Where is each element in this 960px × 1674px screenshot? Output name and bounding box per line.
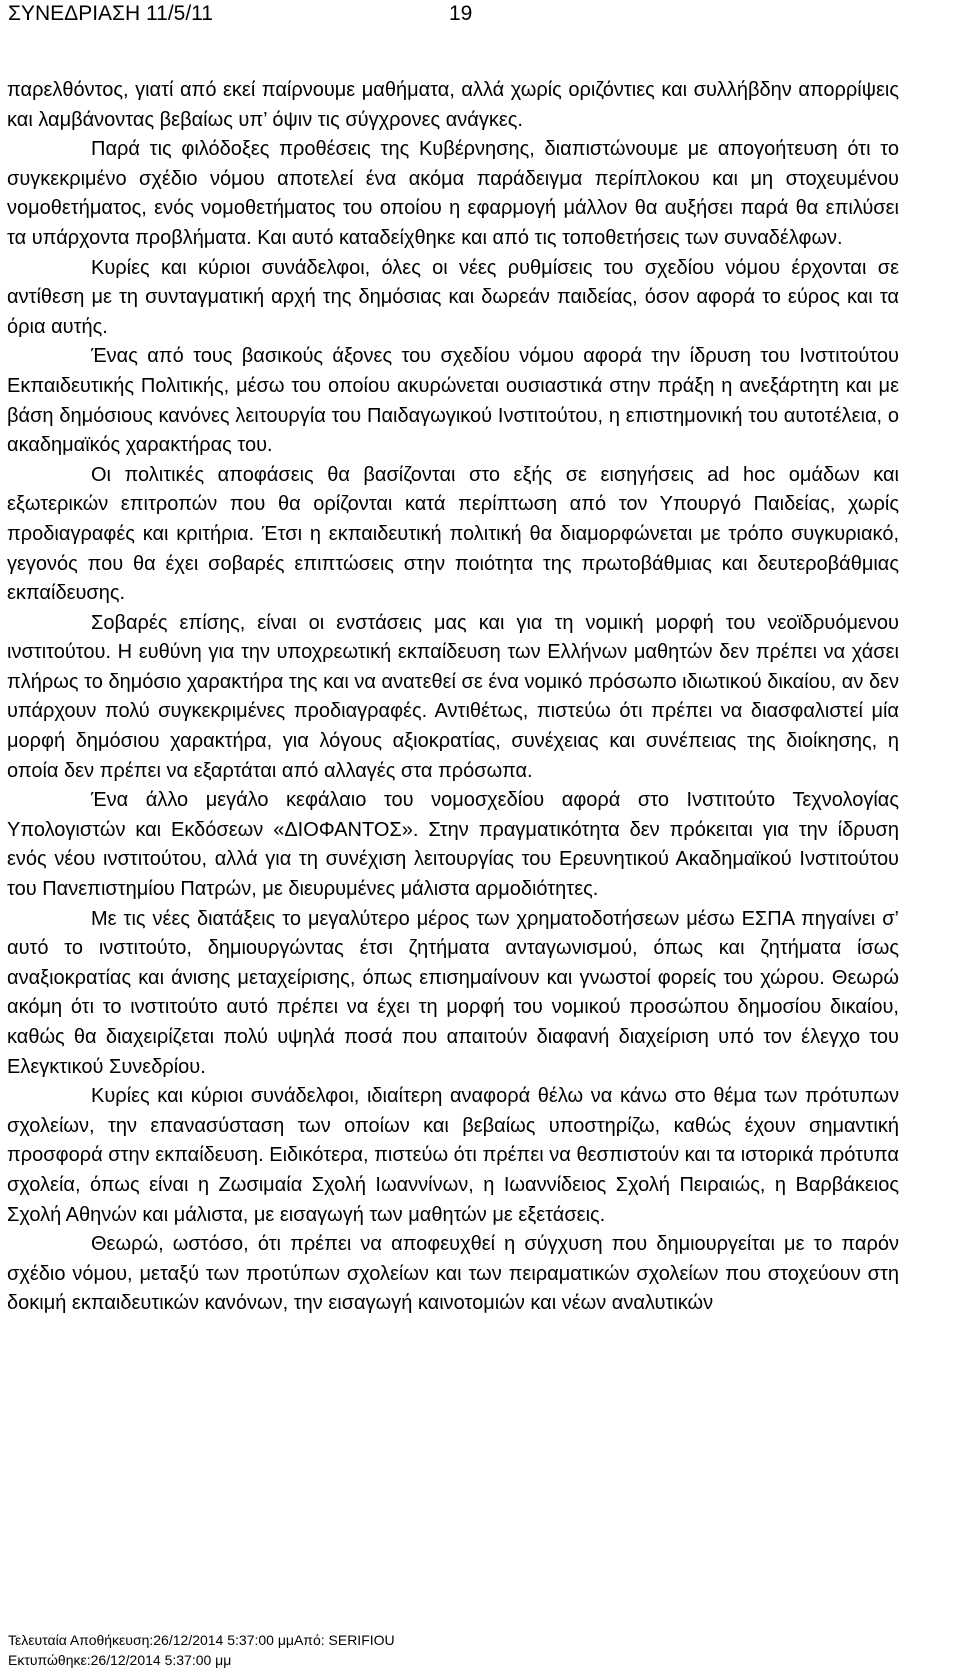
page-footer — [8, 1630, 708, 1670]
paragraph: παρελθόντος, γιατί από εκεί παίρνουμε μαθήματα, αλλά χωρίς οριζόντιες και συλλήβδην απορρίψεις και λαμβάνοντας βεβαίως υπ’ όψιν τις σύγχρονες ανάγκες. — [7, 79, 899, 131]
paragraph: Κυρίες και κύριοι συνάδελφοι, ιδιαίτερη αναφορά θέλω να κάνω στο θέμα των πρότυπων σχολείων, την επανασύσταση των οποίων και βεβαίως υποστηρίζω, καθώς έχουν σημαντική προσφορά στην εκπαίδευση. Ειδικότερα, πιστεύω ότι πρέπει να θεσπιστούν και τα ιστορικά πρότυπα σχολεία, όπως είναι η Ζωσιμαία Σχολή Ιωαννίνων, η Ιωαννίδειος Σχολή Πειραιώς, η Βαρβάκειος Σχολή Αθηνών και μάλιστα, με εισαγωγή των μαθητών με εξετάσεις. — [7, 1085, 899, 1226]
paragraph: Παρά τις φιλόδοξες προθέσεις της Κυβέρνησης, διαπιστώνουμε με απογοήτευση ότι το συγκεκριμένο σχέδιο νόμου αποτελεί ένα ακόμα παράδειγμα περίπλοκου και μη στοχευμένου νομοθετήματος, ενός νομοθετήματος του οποίου η εφαρμογή μάλλον θα αυξήσει παρά θα επιλύσει τα υπάρχοντα προβλήματα. Και αυτό καταδείχθηκε και από τις τοποθετήσεις των συναδέλφων. — [7, 138, 899, 249]
document-body — [7, 76, 899, 1319]
session-title: ΣΥΝΕΔΡΙΑΣΗ 11/5/11 — [8, 2, 213, 25]
paragraph: Οι πολιτικές αποφάσεις θα βασίζονται στο εξής σε εισηγήσεις ad hoc ομάδων και εξωτερικών επιτροπών που θα ορίζονται κατά περίπτωση από τον Υπουργό Παιδείας, χωρίς προδιαγραφές και κριτήρια. Έτσι η εκπαιδευτική πολιτική θα διαμορφώνεται με τρόπο συγκυριακό, γεγονός που θα έχει σοβαρές επιπτώσεις στην ποιότητα της πρωτοβάθμιας και δευτεροβάθμιας εκπαίδευσης. — [7, 463, 899, 605]
paragraph: Κυρίες και κύριοι συνάδελφοι, όλες οι νέες ρυθμίσεις του σχεδίου νόμου έρχονται σε αντίθεση με τη συνταγματική αρχή της δημόσιας και δωρεάν παιδείας, όσον αφορά το εύρος και τα όρια αυτής. — [7, 256, 899, 338]
paragraph: Θεωρώ, ωστόσο, ότι πρέπει να αποφευχθεί η σύγχυση που δημιουργείται με το παρόν σχέδιο νόμου, μεταξύ των προτύπων σχολείων και των πειραματικών σχολείων που στοχεύουν στη δοκιμή εκπαιδευτικών κανόνων, την εισαγωγή καινοτομιών και νέων αναλυτικών — [7, 1233, 899, 1315]
last-saved-info: Τελευταία Αποθήκευση:26/12/2014 5:37:00 μμΑπό: SERIFIOU — [8, 1632, 395, 1648]
paragraph: Με τις νέες διατάξεις το μεγαλύτερο μέρος των χρηματοδοτήσεων μέσω ΕΣΠΑ πηγαίνει σ’ αυτό το ινστιτούτο, δημιουργώντας έτσι ζητήματα ανταγωνισμού, όπως και ζητήματα ίσως αναξιοκρατίας και άνισης μεταχείρισης, όπως επισημαίνουν και γνωστοί φορείς του χώρου. Θεωρώ ακόμη ότι το ινστιτούτο αυτό πρέπει να έχει τη μορφή του νομικού προσώπου δημοσίου δικαίου, καθώς θα διαχειρίζεται πολύ υψηλά ποσά που απαιτούν διαφανή διαχείριση υπό τον έλεγχο του Ελεγκτικού Συνεδρίου. — [7, 907, 899, 1078]
page-number: 19 — [449, 2, 473, 25]
paragraph: Σοβαρές επίσης, είναι οι ενστάσεις μας και για τη νομική μορφή του νεοϊδρυόμενου ινστιτούτου. Η ευθύνη για την υποχρεωτική εκπαίδευση των Ελλήνων μαθητών δεν πρέπει να χάσει πλήρως το δημόσιο χαρακτήρα της και να ανατεθεί σε ένα νομικό πρόσωπο ιδιωτικού δικαίου, αν δεν υπάρχουν πολύ συγκεκριμένες προδιαγραφές. Αντιθέτως, πιστεύω ότι πρέπει να διασφαλιστεί μία μορφή δημόσιου χαρακτήρα, για λόγους αξιοκρατίας, συνέχειας και συνέπειας της διοίκησης, η οποία δεν πρέπει να εξαρτάται από αλλαγές στα πρόσωπα. — [7, 611, 899, 782]
printed-info: Εκτυπώθηκε:26/12/2014 5:37:00 μμ — [8, 1652, 232, 1668]
paragraph: Ένα άλλο μεγάλο κεφάλαιο του νομοσχεδίου αφορά στο Ινστιτούτο Τεχνολογίας Υπολογιστών και Εκδόσεων «ΔΙΟΦΑΝΤΟΣ». Στην πραγματικότητα δεν πρόκειται για την ίδρυση ενός νέου ινστιτούτου, αλλά για τη συνέχιση λειτουργίας του Ερευνητικού Ακαδημαϊκού Ινστιτούτου του Πανεπιστημίου Πατρών, με διευρυμένες μάλιστα αρμοδιότητες. — [7, 789, 899, 901]
page-header — [8, 0, 948, 30]
paragraph: Ένας από τους βασικούς άξονες του σχεδίου νόμου αφορά την ίδρυση του Ινστιτούτου Εκπαιδευτικής Πολιτικής, μέσω του οποίου ακυρώνεται ουσιαστικά στην πράξη η ανεξάρτητη και με βάση δημόσιους κανόνες λειτουργία του Παιδαγωγικού Ινστιτούτου, η επιστημονική του αυτοτέλεια, ο ακαδημαϊκός χαρακτήρας του. — [7, 345, 899, 457]
